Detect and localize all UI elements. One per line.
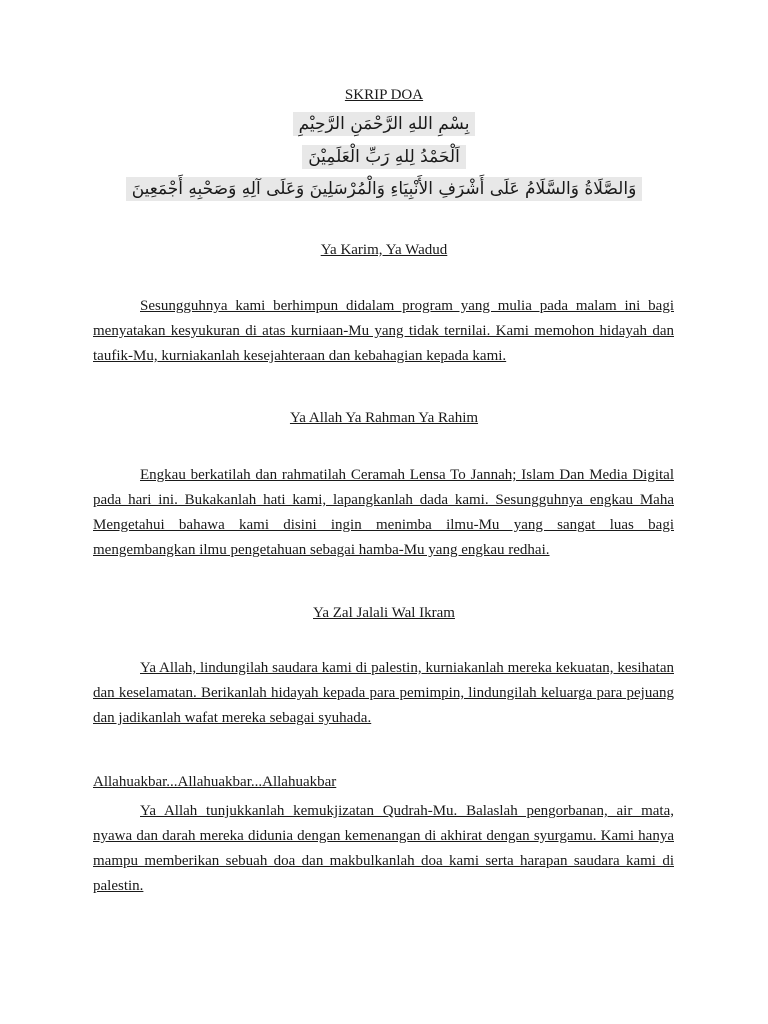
section-paragraph-1: Sesungguhnya kami berhimpun didalam program yang mulia pada malam ini bagi menyatakan kesyukuran di atas kurniaan-Mu yang tidak ternilai. Kami memohon hidayah dan taufik-Mu, kurniakanlah kesejahteraan dan kebahagian kepada kami.: [93, 298, 674, 364]
arabic-hamdalah: [0, 147, 768, 167]
arabic-salawat-text: وَالصَّلَاةُ وَالسَّلَامُ عَلَى أَشْرَفِ الأَنْبِيَاءِ وَالْمُرْسَلِينَ وَعَلَى آلِهِ وَصَحْبِهِ أَجْمَعِينَ: [126, 177, 643, 201]
section-paragraph-3: Ya Allah, lindungilah saudara kami di palestin, kurniakanlah mereka kekuatan, kesihatan dan keselamatan. Berikanlah hidayah kepada para pemimpin, lindungilah keluarga para pejuang dan jadikanlah wafat mereka sebagai syuhada.: [93, 660, 674, 726]
arabic-salawat: [0, 179, 768, 199]
arabic-hamdalah-text: اَلْحَمْدُ لِلهِ رَبِّ الْعَلَمِيْنَ: [302, 145, 466, 169]
section-paragraph-2: Engkau berkatilah dan rahmatilah Ceramah Lensa To Jannah; Islam Dan Media Digital pada hari ini. Bukakanlah hati kami, lapangkanlah dada kami. Sesungguhnya engkau Maha Mengetahui bahawa kami disini ingin menimba ilmu-Mu yang sangat luas bagi mengembangkan ilmu pengetahuan sebagai hamba-Mu yang engkau redhai.: [93, 467, 674, 558]
section-heading-1: Ya Karim, Ya Wadud: [320, 242, 448, 258]
section-heading-2: Ya Allah Ya Rahman Ya Rahim: [289, 410, 479, 426]
closing-paragraph: Ya Allah tunjukkanlah kemukjizatan Qudrah-Mu. Balaslah pengorbanan, air mata, nyawa dan darah mereka didunia dengan kemenangan di akhirat dengan syurgamu. Kami hanya mampu memberikan sebuah doa dan makbulkanlah doa kami serta harapan saudara kami di palestin.: [93, 803, 674, 894]
arabic-basmalah: [0, 114, 768, 134]
document-title: SKRIP DOA: [344, 87, 424, 103]
section-heading-3: Ya Zal Jalali Wal Ikram: [313, 605, 455, 621]
arabic-basmalah-text: بِسْمِ اللهِ الرَّحْمَنِ الرَّحِيْمِ: [293, 112, 476, 136]
closing-takbir: Allahuakbar...Allahuakbar...Allahuakbar: [93, 774, 337, 790]
